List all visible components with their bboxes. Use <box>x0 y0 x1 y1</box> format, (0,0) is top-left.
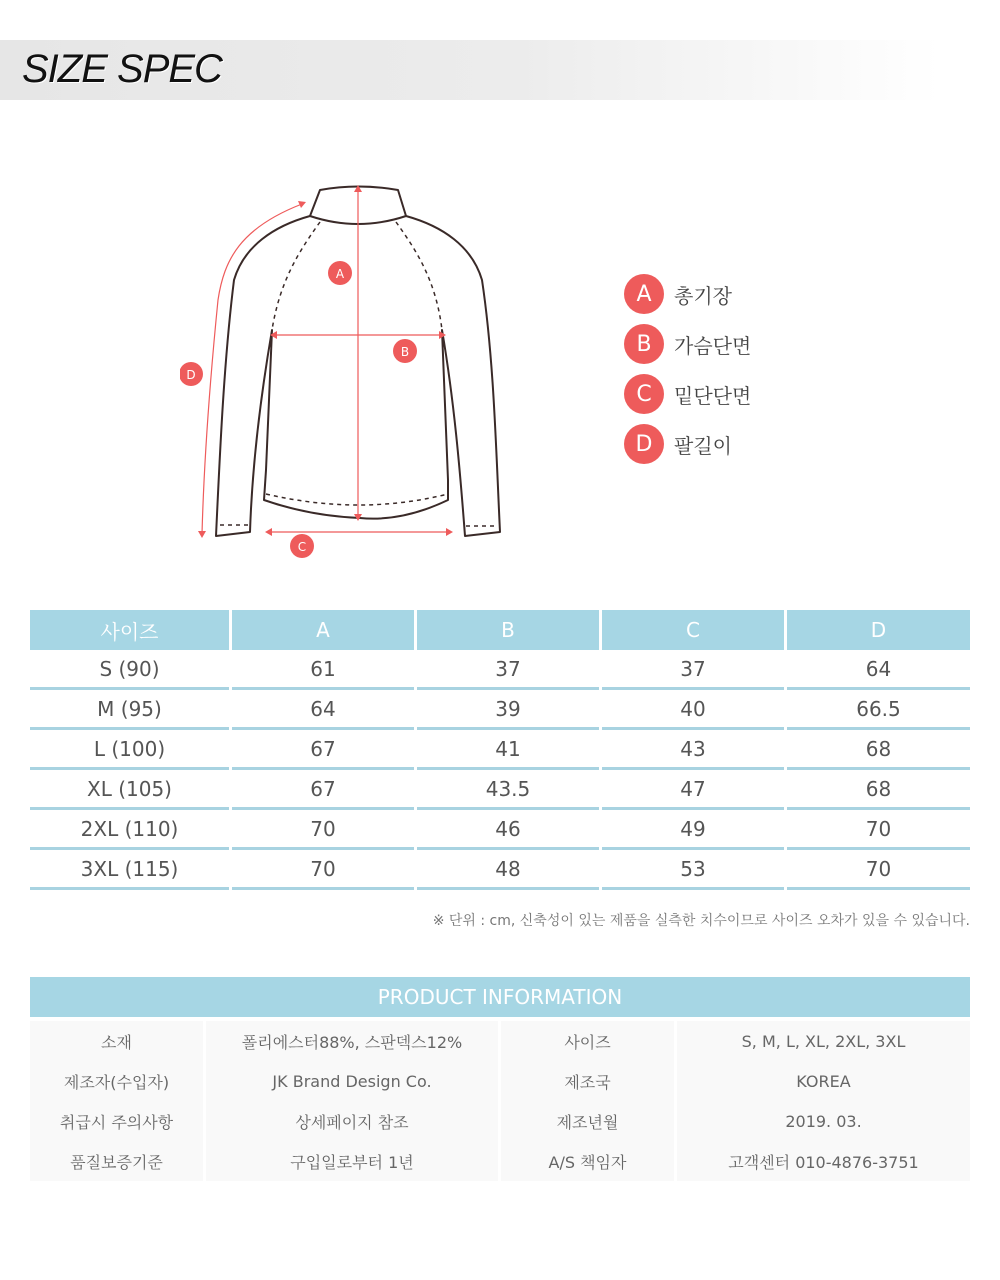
marker-a-label: A <box>335 267 345 281</box>
legend-badge: D <box>624 424 664 464</box>
size-table <box>30 610 970 890</box>
table-row <box>30 770 970 810</box>
table-row <box>30 650 970 690</box>
info-label: 사이즈 <box>501 1021 677 1061</box>
table-row <box>30 1061 970 1101</box>
legend-item-b <box>624 324 751 364</box>
header-cell: A <box>232 610 414 650</box>
table-row <box>30 1021 970 1061</box>
header-cell: D <box>787 610 970 650</box>
size-cell: 2XL (110) <box>30 810 229 850</box>
garment-diagram <box>180 180 520 560</box>
legend-item-d <box>624 424 751 464</box>
marker-b <box>393 339 417 363</box>
value-cell: 68 <box>787 770 970 810</box>
value-cell: 43.5 <box>417 770 599 810</box>
measurement-legend <box>624 274 751 474</box>
info-value: S, M, L, XL, 2XL, 3XL <box>677 1021 970 1061</box>
size-table-header <box>30 610 970 650</box>
value-cell: 46 <box>417 810 599 850</box>
value-cell: 49 <box>602 810 784 850</box>
marker-c <box>290 534 314 558</box>
marker-d-label: D <box>186 368 196 382</box>
size-cell: M (95) <box>30 690 229 730</box>
info-value: 구입일로부터 1년 <box>206 1141 501 1181</box>
value-cell: 40 <box>602 690 784 730</box>
table-row <box>30 690 970 730</box>
info-label: A/S 책임자 <box>501 1141 677 1181</box>
title-bar <box>0 40 940 100</box>
product-info-table <box>30 1021 970 1181</box>
value-cell: 66.5 <box>787 690 970 730</box>
legend-label: 가슴단면 <box>674 333 752 358</box>
info-value: JK Brand Design Co. <box>206 1061 501 1101</box>
table-row <box>30 730 970 770</box>
value-cell: 67 <box>232 770 414 810</box>
legend-badge: C <box>624 374 664 414</box>
header-cell: 사이즈 <box>30 610 229 650</box>
value-cell: 43 <box>602 730 784 770</box>
value-cell: 70 <box>787 810 970 850</box>
info-value: 폴리에스터88%, 스판덱스12% <box>206 1021 501 1061</box>
size-note: ※ 단위 : cm, 신축성이 있는 제품을 실측한 치수이므로 사이즈 오차가 있을 수 있습니다. <box>432 913 970 929</box>
marker-b-label: B <box>400 345 410 359</box>
value-cell: 53 <box>602 850 784 890</box>
value-cell: 70 <box>232 810 414 850</box>
legend-label: 팔길이 <box>674 433 732 458</box>
legend-label: 총기장 <box>674 283 732 308</box>
value-cell: 70 <box>232 850 414 890</box>
value-cell: 67 <box>232 730 414 770</box>
table-row <box>30 850 970 890</box>
info-value: 2019. 03. <box>677 1101 970 1141</box>
value-cell: 61 <box>232 650 414 690</box>
header-cell: C <box>602 610 784 650</box>
size-cell: 3XL (115) <box>30 850 229 890</box>
info-label: 품질보증기준 <box>30 1141 206 1181</box>
marker-a <box>328 261 352 285</box>
info-value: KOREA <box>677 1061 970 1101</box>
value-cell: 47 <box>602 770 784 810</box>
table-row <box>30 810 970 850</box>
size-cell: L (100) <box>30 730 229 770</box>
product-info-title: PRODUCT INFORMATION <box>30 977 970 1017</box>
info-label: 취급시 주의사항 <box>30 1101 206 1141</box>
table-row <box>30 1141 970 1181</box>
info-label: 제조자(수입자) <box>30 1061 206 1101</box>
measure-arrows <box>202 188 450 534</box>
value-cell: 41 <box>417 730 599 770</box>
value-cell: 70 <box>787 850 970 890</box>
size-cell: XL (105) <box>30 770 229 810</box>
header-cell: B <box>417 610 599 650</box>
value-cell: 48 <box>417 850 599 890</box>
info-label: 제조국 <box>501 1061 677 1101</box>
legend-item-c <box>624 374 751 414</box>
info-label: 소재 <box>30 1021 206 1061</box>
value-cell: 37 <box>602 650 784 690</box>
marker-d <box>180 362 203 386</box>
info-value: 고객센터 010-4876-3751 <box>677 1141 970 1181</box>
info-label: 제조년월 <box>501 1101 677 1141</box>
value-cell: 39 <box>417 690 599 730</box>
value-cell: 68 <box>787 730 970 770</box>
legend-badge: A <box>624 274 664 314</box>
legend-badge: B <box>624 324 664 364</box>
table-row <box>30 1101 970 1141</box>
marker-c-label: C <box>297 540 307 554</box>
info-value: 상세페이지 참조 <box>206 1101 501 1141</box>
page-title: SIZE SPEC <box>22 47 222 91</box>
arrow-heads <box>198 185 453 538</box>
value-cell: 37 <box>417 650 599 690</box>
value-cell: 64 <box>232 690 414 730</box>
size-cell: S (90) <box>30 650 229 690</box>
legend-label: 밑단단면 <box>674 383 752 408</box>
legend-item-a <box>624 274 751 314</box>
value-cell: 64 <box>787 650 970 690</box>
